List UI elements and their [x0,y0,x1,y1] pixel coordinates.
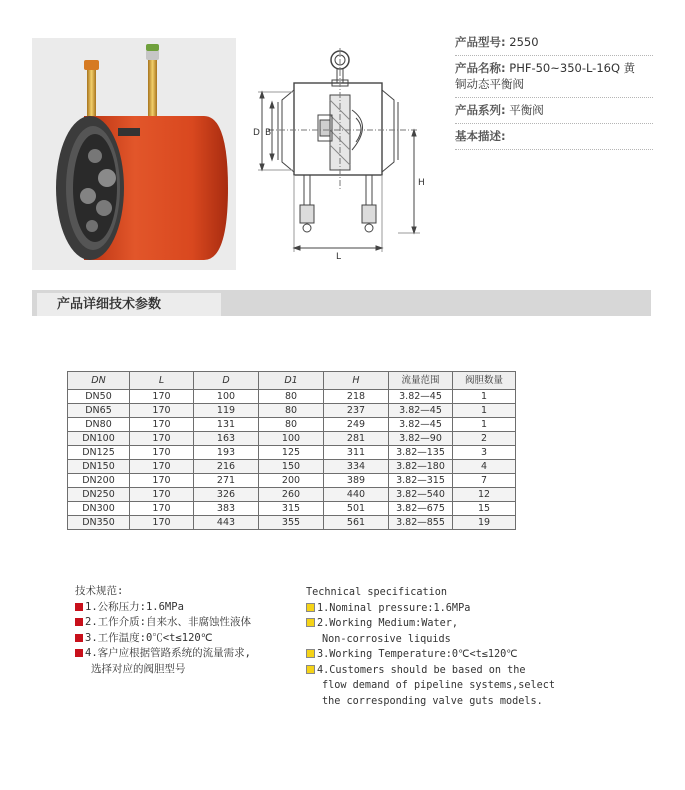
table-cell: 3 [453,446,516,460]
col-header-d: D [194,372,259,390]
table-cell: 3.82—855 [389,516,453,530]
table-cell: 3.82—45 [389,390,453,404]
table-cell: 80 [259,404,324,418]
table-cell: DN125 [68,446,130,460]
table-cell: 100 [194,390,259,404]
table-cell: 1 [453,404,516,418]
table-cell: 237 [324,404,389,418]
product-series-value: 平衡阀 [509,103,544,117]
table-cell: 3.82—45 [389,418,453,432]
dim-l-label: L [336,252,342,262]
table-cell: 100 [259,432,324,446]
dim-h-label: H [418,178,425,188]
col-header-h: H [324,372,389,390]
spec-en-item-4-cont2: the corresponding valve guts models. [322,695,543,707]
table-cell: 12 [453,488,516,502]
product-info-panel [455,30,653,150]
table-cell: DN300 [68,502,130,516]
table-cell: 311 [324,446,389,460]
spec-cn-item-1: 1.公称压力:1.6MPa [75,600,305,616]
product-desc-row [455,124,653,150]
table-cell: DN250 [68,488,130,502]
table-cell: 1 [453,390,516,404]
table-cell: DN80 [68,418,130,432]
bullet-yellow-icon [306,665,315,674]
section-header-bar [32,290,651,316]
table-cell: 501 [324,502,389,516]
table-cell: 15 [453,502,516,516]
table-row [68,460,516,474]
table-cell: 193 [194,446,259,460]
table-cell: 249 [324,418,389,432]
table-cell: 3.82—45 [389,404,453,418]
col-header-guts: 阀胆数量 [453,372,516,390]
bullet-red-icon [75,649,83,657]
spec-en [306,585,596,709]
product-desc-label: 基本描述: [455,129,506,143]
table-cell: 443 [194,516,259,530]
bullet-yellow-icon [306,618,315,627]
table-row [68,502,516,516]
table-cell: 19 [453,516,516,530]
table-row [68,474,516,488]
bullet-red-icon [75,618,83,626]
table-cell: 200 [259,474,324,488]
table-cell: 561 [324,516,389,530]
table-cell: 216 [194,460,259,474]
bullet-red-icon [75,603,83,611]
table-row [68,418,516,432]
spec-cn-item-2: 2.工作介质:自来水、非腐蚀性液体 [75,615,305,631]
table-cell: 170 [130,460,194,474]
col-header-flow: 流量范围 [389,372,453,390]
product-name-row [455,56,653,98]
table-cell: 334 [324,460,389,474]
table-cell: 1 [453,418,516,432]
spec-en-item-1: 1.Nominal pressure:1.6MPa [306,601,596,617]
table-cell: 3.82—540 [389,488,453,502]
table-cell: 260 [259,488,324,502]
spec-en-item-2-cont: Non-corrosive liquids [322,633,451,645]
product-model-row [455,30,653,56]
spec-cn-item-3: 3.工作温度:0℃<t≤120℃ [75,631,305,647]
table-cell: 3.82—315 [389,474,453,488]
table-header-row [68,372,516,390]
parameter-table [67,371,516,530]
table-cell: 3.82—90 [389,432,453,446]
table-cell: DN150 [68,460,130,474]
table-cell: 125 [259,446,324,460]
table-cell: 170 [130,432,194,446]
table-cell: 170 [130,404,194,418]
table-row [68,390,516,404]
spec-en-item-3: 3.Working Temperature:0℃<t≤120℃ [306,647,596,663]
product-name-label: 产品名称: [455,61,506,75]
table-cell: 2 [453,432,516,446]
table-cell: 7 [453,474,516,488]
table-cell: 440 [324,488,389,502]
table-cell: 119 [194,404,259,418]
bullet-yellow-icon [306,649,315,658]
col-header-d1: D1 [259,372,324,390]
table-cell: 163 [194,432,259,446]
product-series-row [455,98,653,124]
table-cell: 170 [130,516,194,530]
table-cell: DN50 [68,390,130,404]
table-cell: DN100 [68,432,130,446]
table-cell: 170 [130,474,194,488]
table-cell: 281 [324,432,389,446]
table-cell: DN65 [68,404,130,418]
table-cell: 315 [259,502,324,516]
table-row [68,446,516,460]
table-row [68,516,516,530]
spec-en-item-4-cont: flow demand of pipeline systems,select [322,680,556,691]
table-cell: 170 [130,390,194,404]
product-photo [32,38,236,270]
table-cell: 170 [130,446,194,460]
table-cell: DN200 [68,474,130,488]
spec-en-item-4: 4.Customers should be based on the [306,663,596,679]
spec-cn-item-4-cont: 选择对应的阀胆型号 [91,662,186,675]
table-cell: 326 [194,488,259,502]
spec-cn [75,584,305,677]
table-row [68,488,516,502]
table-cell: 150 [259,460,324,474]
table-cell: 170 [130,488,194,502]
bullet-red-icon [75,634,83,642]
table-cell: DN350 [68,516,130,530]
table-cell: 3.82—675 [389,502,453,516]
table-cell: 3.82—180 [389,460,453,474]
spec-cn-item-4: 4.客户应根据管路系统的流量需求, [75,646,305,662]
table-cell: 355 [259,516,324,530]
table-cell: 80 [259,418,324,432]
col-header-dn: DN [68,372,130,390]
table-cell: 3.82—135 [389,446,453,460]
spec-cn-title: 技术规范: [75,585,124,597]
bullet-yellow-icon [306,603,315,612]
section-title: 产品详细技术参数 [37,293,221,316]
table-cell: 389 [324,474,389,488]
table-cell: 170 [130,418,194,432]
table-cell: 383 [194,502,259,516]
col-header-l: L [130,372,194,390]
dim-d-label: D [253,128,260,138]
product-name-value: PHF-50~350-L-16Q 黄 [509,61,636,75]
technical-drawing [248,40,438,265]
product-name-value-cont: 铜动态平衡阀 [455,77,524,91]
table-row [68,432,516,446]
spec-en-item-2: 2.Working Medium:Water, [306,616,596,632]
table-cell: 4 [453,460,516,474]
table-cell: 131 [194,418,259,432]
dim-b-label: B [265,128,272,138]
table-row [68,404,516,418]
product-model-value: 2550 [509,35,539,49]
table-cell: 80 [259,390,324,404]
product-series-label: 产品系列: [455,103,506,117]
table-cell: 218 [324,390,389,404]
table-cell: 271 [194,474,259,488]
spec-en-title: Technical specification [306,587,448,598]
product-model-label: 产品型号: [455,35,506,49]
table-cell: 170 [130,502,194,516]
